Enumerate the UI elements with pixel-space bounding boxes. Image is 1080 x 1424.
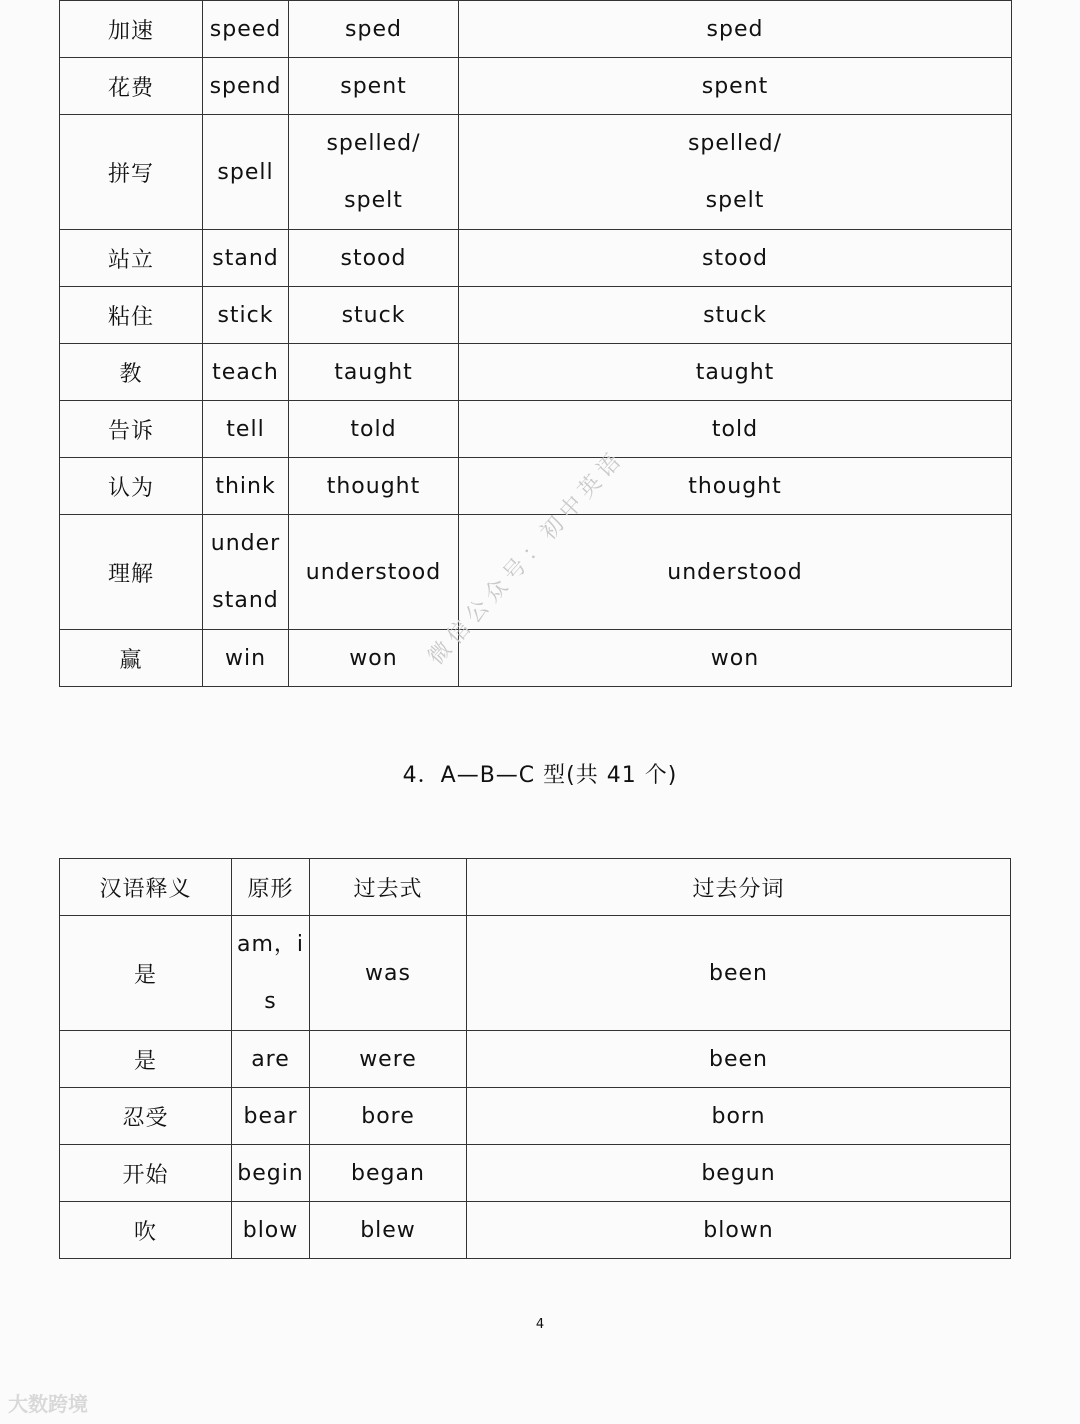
cell-line: am，i <box>236 932 305 957</box>
cell-chinese: 认为 <box>60 458 203 515</box>
cell-past: blew <box>310 1202 467 1259</box>
table-row <box>60 230 1012 287</box>
cell-line: spelt <box>705 188 765 213</box>
table-row <box>60 1031 1011 1088</box>
cell-base: are <box>232 1031 310 1088</box>
verb-table-abc <box>59 858 1011 1259</box>
cell-base: win <box>203 630 289 687</box>
table-row <box>60 401 1012 458</box>
cell-chinese: 忍受 <box>60 1088 232 1145</box>
cell-line: stand <box>212 588 279 613</box>
verb-table-abb <box>59 0 1012 687</box>
table-row <box>60 1 1012 58</box>
cell-past-participle <box>459 115 1012 230</box>
table-row <box>60 287 1012 344</box>
cell-past-participle: stuck <box>459 287 1012 344</box>
cell-base: spell <box>203 115 289 230</box>
cell-past: were <box>310 1031 467 1088</box>
table-row <box>60 344 1012 401</box>
cell-chinese: 粘住 <box>60 287 203 344</box>
cell-past: stood <box>289 230 459 287</box>
cell-past-participle: begun <box>467 1145 1011 1202</box>
cell-chinese: 教 <box>60 344 203 401</box>
cell-chinese: 开始 <box>60 1145 232 1202</box>
cell-past-participle: thought <box>459 458 1012 515</box>
cell-base: teach <box>203 344 289 401</box>
cell-past-participle: understood <box>459 515 1012 630</box>
watermark: 微信公众号：初中英语 <box>423 445 630 671</box>
cell-chinese: 加速 <box>60 1 203 58</box>
cell-past: began <box>310 1145 467 1202</box>
header-chinese: 汉语释义 <box>60 859 232 916</box>
cell-past-participle: blown <box>467 1202 1011 1259</box>
cell-line: under <box>210 531 281 556</box>
cell-chinese: 吹 <box>60 1202 232 1259</box>
cell-base: think <box>203 458 289 515</box>
table-row <box>60 58 1012 115</box>
cell-chinese: 是 <box>60 1031 232 1088</box>
cell-past: was <box>310 916 467 1031</box>
cell-chinese: 理解 <box>60 515 203 630</box>
header-past-participle: 过去分词 <box>467 859 1011 916</box>
cell-chinese: 拼写 <box>60 115 203 230</box>
cell-base: spend <box>203 58 289 115</box>
table-row <box>60 1088 1011 1145</box>
table-row <box>60 916 1011 1031</box>
table-row <box>60 630 1012 687</box>
table-row <box>60 1202 1011 1259</box>
cell-past: sped <box>289 1 459 58</box>
cell-line: s <box>264 989 277 1014</box>
table-row <box>60 115 1012 230</box>
table-row <box>60 1145 1011 1202</box>
cell-past: bore <box>310 1088 467 1145</box>
cell-base <box>203 515 289 630</box>
cell-past: thought <box>289 458 459 515</box>
cell-chinese: 是 <box>60 916 232 1031</box>
cell-past-participle: been <box>467 916 1011 1031</box>
cell-past: taught <box>289 344 459 401</box>
cell-base: blow <box>232 1202 310 1259</box>
cell-past-participle: been <box>467 1031 1011 1088</box>
cell-past-participle: sped <box>459 1 1012 58</box>
cell-base: bear <box>232 1088 310 1145</box>
cell-chinese: 花费 <box>60 58 203 115</box>
cell-chinese: 告诉 <box>60 401 203 458</box>
cell-line: spelled/ <box>687 131 783 156</box>
section-heading: 4．A—B—C 型(共 41 个) <box>402 763 678 788</box>
cell-past-participle: spent <box>459 58 1012 115</box>
cell-past-participle: won <box>459 630 1012 687</box>
cell-line: spelt <box>344 188 403 213</box>
cell-base: stand <box>203 230 289 287</box>
cell-past: spent <box>289 58 459 115</box>
cell-past-participle: stood <box>459 230 1012 287</box>
cell-past <box>289 115 459 230</box>
cell-past-participle: taught <box>459 344 1012 401</box>
cell-base: tell <box>203 401 289 458</box>
cell-chinese: 站立 <box>60 230 203 287</box>
cell-past: stuck <box>289 287 459 344</box>
cell-base: speed <box>203 1 289 58</box>
cell-line: spelled/ <box>326 131 421 156</box>
header-past: 过去式 <box>310 859 467 916</box>
page-number: 4 <box>535 1317 545 1332</box>
brand-logo: 大数跨境 <box>8 1392 88 1416</box>
cell-base: stick <box>203 287 289 344</box>
table-row <box>60 458 1012 515</box>
cell-chinese: 赢 <box>60 630 203 687</box>
table-header-row <box>60 859 1011 916</box>
cell-base: begin <box>232 1145 310 1202</box>
cell-past: told <box>289 401 459 458</box>
header-base: 原形 <box>232 859 310 916</box>
cell-past: understood <box>289 515 459 630</box>
cell-past-participle: told <box>459 401 1012 458</box>
cell-past: won <box>289 630 459 687</box>
cell-base <box>232 916 310 1031</box>
cell-past-participle: born <box>467 1088 1011 1145</box>
